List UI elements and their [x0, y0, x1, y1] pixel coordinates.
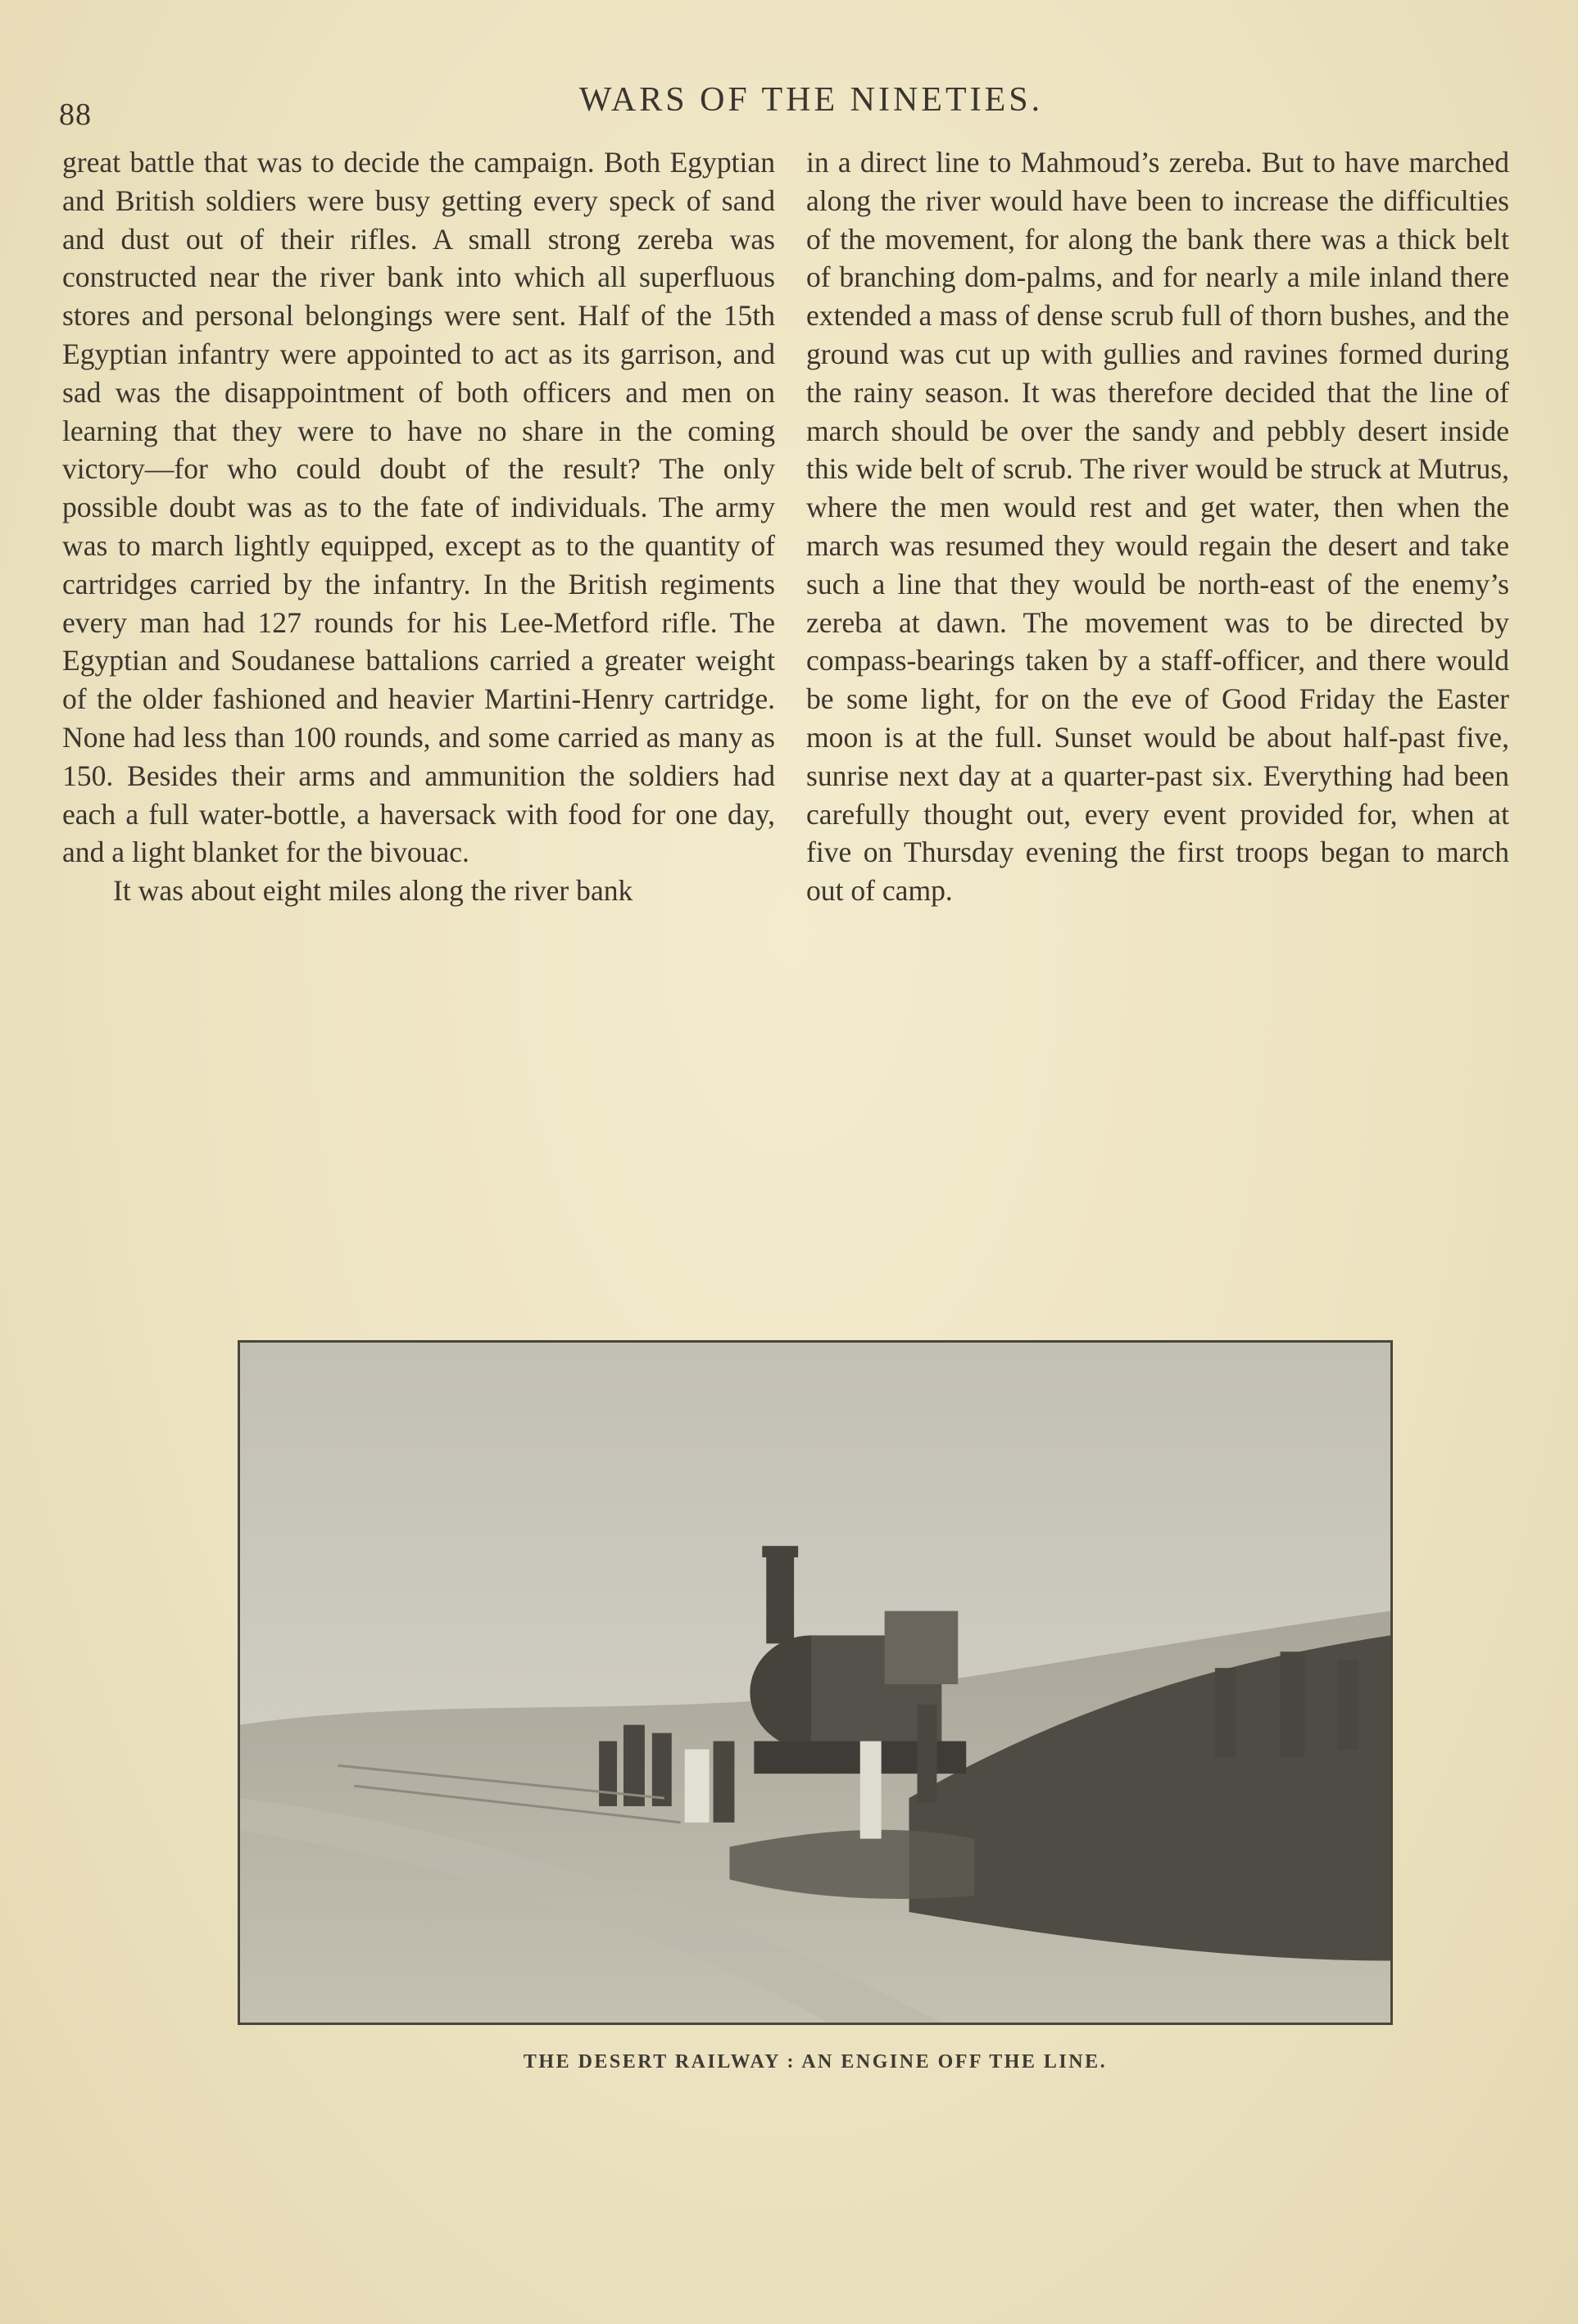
figure — [652, 1733, 672, 1806]
left-paragraph-2: It was about eight miles along the river bank — [113, 874, 633, 908]
right-paragraph-1: in a direct line to Mahmoud’s zereba. But to have marched along the river would have been to increase the difficulties of the movement, for along the bank there was a thick belt of branching dom-palms, and for nearly a mile inland there extended a mass of dense scrub full of thorn bushes, and the ground was cut up with gullies and ravines formed during the rainy season. It was therefore decided that the line of march should be over the sandy and pebbly desert inside this wide belt of scrub. The river would be struck at Mutrus, where the men would rest and get water, then when the march was resumed they would regain the desert and take such a line that they would be north-east of the enemy’s zereba at dawn. The movement was to be directed by compass-bearings taken by a staff-officer, and there would be some light, for on the eve of Good Friday the Easter moon is at the full. Sunset would be about half-past five, sunrise next day at a quarter-past six. Everything had been carefully thought out, every event provided for, when at five on Thursday evening the first troops began to march out of camp. — [806, 146, 1509, 908]
figure-white-robe — [685, 1749, 710, 1822]
figure-caption: THE DESERT RAILWAY : AN ENGINE OFF THE LINE. — [523, 2051, 1108, 2073]
figure — [1281, 1651, 1305, 1757]
chimney-cap — [762, 1546, 798, 1557]
engine-off-the-line-image — [240, 1343, 1390, 2023]
running-head: WARS OF THE NINETIES. — [578, 81, 1044, 119]
left-paragraph-1: great battle that was to decide the campaign. Both Egyptian and British soldiers were busy getting every speck of sand and dust out of their rifles. A small strong zereba was constructed near the river bank into which all superfluous stores and personal belongings were sent. Half of the 15th Egyptian infantry were appointed to act as its garrison, and sad was the disappointment of both officers and men on learning that they were to have no share in the coming victory—for who could doubt of the result? The only possible doubt was as to the fate of individuals. The army was to march lightly equipped, except as to the quantity of cartridges carried by the infantry. In the British regiments every man had 127 rounds for his Lee-Metford rifle. The Egyptian and Soudanese battalions carried a greater weight of the older fashioned and heavier Martini-Henry cartridge. None had less than 100 rounds, and some carried as many as 150. Besides their arms and ammunition the soldiers had each a full water-bottle, a haversack with food for one day, and a light blanket for the bivouac. — [62, 146, 775, 869]
desert-railway-photograph — [238, 1340, 1393, 2025]
figure-white-robe — [860, 1741, 882, 1838]
figure — [714, 1741, 735, 1822]
engine-chimney — [766, 1550, 794, 1643]
page-number: 88 — [59, 97, 92, 132]
figure — [1215, 1668, 1236, 1757]
left-text-column — [62, 143, 775, 910]
figure — [1337, 1660, 1358, 1749]
engine-cab — [885, 1611, 959, 1684]
figure — [917, 1705, 936, 1802]
right-text-column — [806, 143, 1509, 910]
figure — [599, 1741, 617, 1805]
